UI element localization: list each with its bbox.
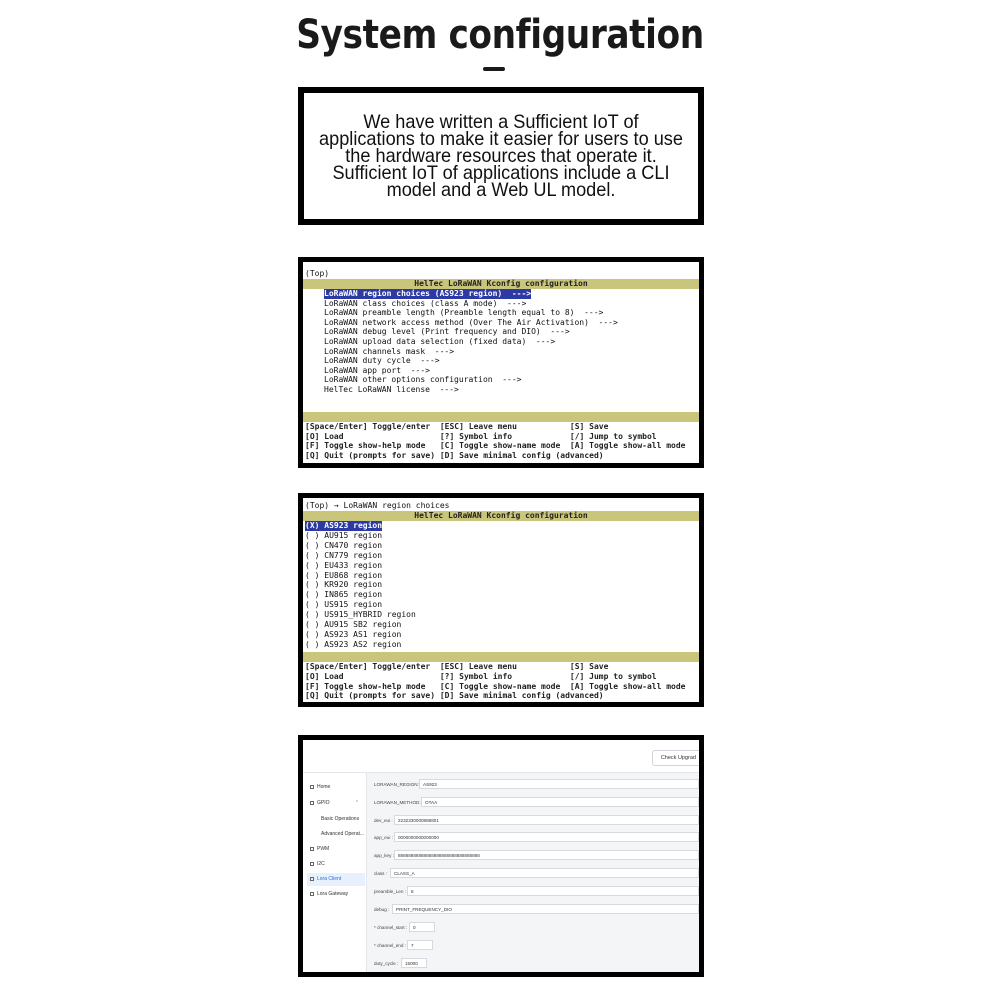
menu-item-license[interactable]: HelTec LoRaWAN license ---> (324, 385, 459, 394)
channel-end-label: * channel_end : (374, 943, 406, 948)
help-line-3: [F] Toggle show-help mode [C] Toggle show-name mode [A] Toggle show-all mode (305, 441, 686, 451)
nav-label: I2C (317, 861, 325, 867)
region-option-cn470[interactable]: ( ) CN470 region (305, 540, 383, 550)
terminal-header-bar (303, 511, 699, 521)
terminal-header-title: HelTec LoRaWAN Kconfig configuration (414, 511, 588, 520)
preamble-label: preamble_Len : (374, 889, 406, 894)
method-input[interactable]: OTAA (421, 797, 699, 807)
region-option-as923-as2[interactable]: ( ) AS923 AS2 region (305, 639, 402, 649)
channel-end-input[interactable]: 7 (407, 940, 433, 950)
help-line-1: [Space/Enter] Toggle/enter [ESC] Leave menu [S] Save (305, 422, 609, 431)
web-content (369, 773, 699, 972)
home-icon (310, 785, 314, 789)
dev-eui-label: dev_eui : (374, 818, 393, 823)
region-option-eu868[interactable]: ( ) EU868 region (305, 570, 383, 580)
web-topbar (303, 740, 699, 773)
app-key-input[interactable]: 88888888888888888888888888888888 (394, 850, 699, 860)
menu-item-duty-cycle[interactable]: LoRaWAN duty cycle ---> (324, 356, 440, 366)
menu-item-channels-mask[interactable]: LoRaWAN channels mask ---> (324, 346, 455, 356)
nav-label: PWM (317, 846, 330, 852)
debug-label: debug : (374, 907, 390, 912)
region-option-in865[interactable]: ( ) IN865 region (305, 590, 383, 600)
app-key-label: app_key : (374, 853, 394, 858)
menu-item-preamble[interactable]: LoRaWAN preamble length (Preamble length equal to 8) ---> (324, 308, 604, 318)
nav-item-i2c[interactable] (307, 858, 365, 871)
region-label: LORAWAN_REGION: (374, 782, 419, 787)
nav-item-advanced-operations[interactable]: Advanced Operat... (321, 831, 365, 837)
help-line-4: [Q] Quit (prompts for save) [D] Save minimal config (advanced) (305, 450, 604, 460)
web-ui-screenshot (298, 735, 704, 977)
region-option-kr920[interactable]: ( ) KR920 region (305, 580, 383, 590)
nav-item-lora-gateway[interactable] (307, 888, 365, 901)
channel-start-label: * channel_start : (374, 925, 408, 930)
terminal-main-menu (298, 257, 704, 468)
region-input[interactable]: AS923 (419, 779, 699, 789)
web-sidebar (303, 773, 367, 972)
menu-item-debug-level[interactable]: LoRaWAN debug level (Print frequency and DIO) ---> (324, 327, 570, 337)
intro-text: We have written a Sufficient IoT of applications to make it easier for users to use the hardware resources that operate it. Sufficient IoT of applications include a CLI model and a Web UL model. (319, 110, 683, 201)
region-option-cn779[interactable]: ( ) CN779 region (305, 550, 383, 560)
lora-client-icon (310, 877, 314, 881)
preamble-input[interactable]: 8 (407, 886, 699, 896)
menu-item-region[interactable]: LoRaWAN region choices (AS923 region) ---> (324, 289, 532, 298)
help-line-3: [F] Toggle show-help mode [C] Toggle show-name mode [A] Toggle show-all mode (305, 681, 686, 691)
duty-cycle-input[interactable]: 15000 (401, 958, 427, 968)
nav-label: Lora Client (317, 876, 342, 882)
menu-item-network-access[interactable]: LoRaWAN network access method (Over The Air Activation) ---> (324, 317, 618, 327)
title-underline (483, 67, 505, 71)
region-option-au915[interactable]: ( ) AU915 region (305, 530, 383, 540)
intro-box (298, 87, 704, 225)
menu-item-upload-data[interactable]: LoRaWAN upload data selection (fixed data) ---> (324, 337, 556, 346)
duty-cycle-label: duty_cycle : (374, 961, 399, 966)
region-option-us915-hybrid[interactable]: ( ) US915_HYBRID region (305, 610, 416, 620)
check-upgrade-button[interactable]: Check Upgrad (652, 750, 704, 766)
terminal-footer-bar (303, 652, 699, 662)
terminal-path: (Top) (305, 269, 330, 278)
help-line-2: [O] Load [?] Symbol info [/] Jump to symbol (305, 431, 657, 441)
nav-item-pwm[interactable] (307, 843, 365, 856)
region-option-as923[interactable]: (X) AS923 region (305, 521, 383, 530)
app-eui-label: app_eui : (374, 835, 393, 840)
i2c-icon (310, 862, 314, 866)
terminal-path: (Top) → LoRaWAN region choices (305, 501, 450, 510)
help-line-1: [Space/Enter] Toggle/enter [ESC] Leave menu [S] Save (305, 662, 609, 671)
help-line-4: [Q] Quit (prompts for save) [D] Save minimal config (advanced) (305, 691, 604, 701)
nav-label: Home (317, 784, 331, 790)
chevron-up-icon: ⌃ (354, 800, 359, 806)
region-option-au915-sb2[interactable]: ( ) AU915 SB2 region (305, 620, 402, 629)
nav-item-gpio[interactable] (307, 797, 365, 810)
debug-input[interactable]: PRINT_FREQUENCY_DIO (392, 904, 699, 914)
nav-item-basic-operations[interactable]: Basic Operations (321, 816, 360, 822)
nav-item-lora-client[interactable] (307, 873, 365, 886)
nav-item-home[interactable] (307, 781, 365, 794)
menu-item-class[interactable]: LoRaWAN class choices (class A mode) ---> (324, 298, 527, 308)
terminal-header-title: HelTec LoRaWAN Kconfig configuration (414, 279, 588, 288)
terminal-header-bar (303, 279, 699, 289)
class-input[interactable]: CLASS_A (390, 868, 699, 878)
lora-gateway-icon (310, 892, 314, 896)
nav-label: GPIO (317, 800, 330, 806)
dev-eui-input[interactable]: 2232330000888801 (394, 815, 699, 825)
gpio-icon (310, 801, 314, 805)
terminal-footer-bar (303, 412, 699, 422)
nav-label: Lora Gateway (317, 891, 349, 897)
help-line-2: [O] Load [?] Symbol info [/] Jump to symbol (305, 671, 657, 681)
class-label: class : (374, 871, 388, 876)
region-option-as923-as1[interactable]: ( ) AS923 AS1 region (305, 629, 402, 639)
region-option-eu433[interactable]: ( ) EU433 region (305, 560, 383, 570)
menu-item-other-options[interactable]: LoRaWAN other options configuration ---> (324, 375, 522, 385)
page-title: System configuration (296, 12, 704, 58)
method-label: LORAWAN_METHOD: (374, 800, 421, 805)
region-option-us915[interactable]: ( ) US915 region (305, 600, 383, 610)
app-eui-input[interactable]: 0000000000000000 (394, 832, 699, 842)
pwm-icon (310, 847, 314, 851)
channel-start-input[interactable]: 0 (409, 922, 435, 932)
menu-item-app-port[interactable]: LoRaWAN app port ---> (324, 365, 430, 375)
terminal-region-choices (298, 493, 704, 707)
